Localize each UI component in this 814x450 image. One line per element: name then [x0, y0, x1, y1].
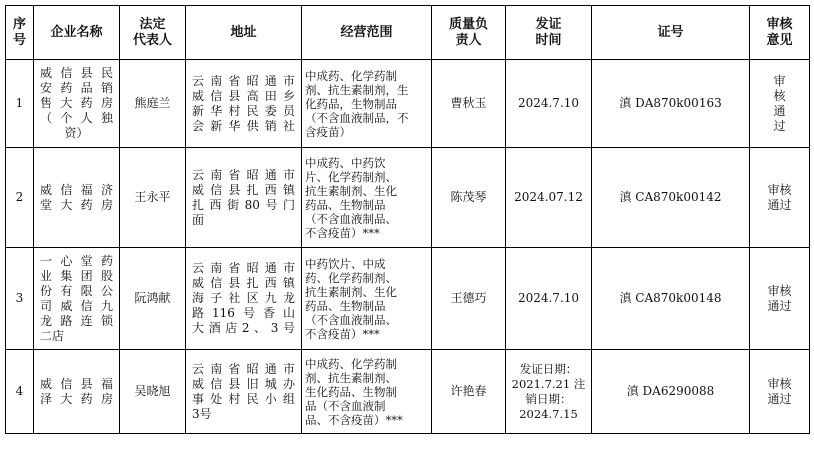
quality-manager: 陈茂琴	[432, 148, 506, 248]
row-seq: 3	[6, 248, 34, 350]
header-address: 地址	[186, 6, 302, 60]
legal-rep: 吴晓旭	[120, 350, 186, 434]
business-scope: 中成药、中药饮 片、化学药制剂、 抗生素制剂、生化 药品、生物制品 （不含血液制品、 不含疫苗）***	[302, 148, 432, 248]
legal-rep: 熊庭兰	[120, 60, 186, 148]
issue-time: 发证日期： 2021.7.21 注 销日期： 2024.7.15	[506, 350, 592, 434]
quality-manager: 许艳春	[432, 350, 506, 434]
header-business-scope: 经营范围	[302, 6, 432, 60]
address: 云南省昭通市 威信县旧城办 事处村民小组 3号	[186, 350, 302, 434]
row-seq: 4	[6, 350, 34, 434]
row-seq: 2	[6, 148, 34, 248]
header-seq: 序 号	[6, 6, 34, 60]
audit-opinion: 审 核 通 过	[750, 60, 810, 148]
company-name: 一心堂药 业集团股 份有限公 司威信九 龙路连锁 二店	[34, 248, 120, 350]
audit-opinion: 审核 通过	[750, 248, 810, 350]
address: 云南省昭通市 威信县高田乡 新华村民委员 会新华供销社	[186, 60, 302, 148]
business-scope: 中成药、化学药制 剂、抗生素制剂、 生化药品、生物制 品（不含血液制 品、不含疫苗）***	[302, 350, 432, 434]
business-scope: 中药饮片、中成 药、化学药制剂、 抗生素制剂、生化 药品、生物制品 （不含血液制品、 不含疫苗）***	[302, 248, 432, 350]
business-scope: 中成药、化学药制 剂、抗生素制剂，生 化药品，生物制品 （不含血液制品，不 含疫苗）	[302, 60, 432, 148]
header-row	[6, 6, 810, 60]
audit-opinion: 审核 通过	[750, 350, 810, 434]
company-name: 威信县福 泽大药房	[34, 350, 120, 434]
cert-number: 滇 CA870k00148	[592, 248, 750, 350]
quality-manager: 曹秋玉	[432, 60, 506, 148]
cert-number: 滇 DA870k00163	[592, 60, 750, 148]
pharmacy-license-table	[5, 5, 810, 434]
audit-opinion: 审核 通过	[750, 148, 810, 248]
company-name: 威信福济 堂大药房	[34, 148, 120, 248]
header-issue-time: 发证 时间	[506, 6, 592, 60]
company-name: 威信县民 安药品销 售大药房 （个人独 资）	[34, 60, 120, 148]
table-row	[6, 248, 810, 350]
table-row	[6, 350, 810, 434]
header-cert-number: 证号	[592, 6, 750, 60]
quality-manager: 王德巧	[432, 248, 506, 350]
table-row	[6, 148, 810, 248]
legal-rep: 王永平	[120, 148, 186, 248]
legal-rep: 阮鸿献	[120, 248, 186, 350]
address: 云南省昭通市 威信县扎西镇 海子社区九龙 路116号香山 大酒店2、3号	[186, 248, 302, 350]
issue-time: 2024.7.10	[506, 248, 592, 350]
header-audit-opinion: 审核 意见	[750, 6, 810, 60]
table-row	[6, 60, 810, 148]
header-quality-manager: 质量负 责人	[432, 6, 506, 60]
cert-number: 滇 DA6290088	[592, 350, 750, 434]
issue-time: 2024.7.10	[506, 60, 592, 148]
issue-time: 2024.07.12	[506, 148, 592, 248]
row-seq: 1	[6, 60, 34, 148]
header-legal-rep: 法定 代表人	[120, 6, 186, 60]
header-company-name: 企业名称	[34, 6, 120, 60]
address: 云南省昭通市 威信县扎西镇 扎西街80号门 面	[186, 148, 302, 248]
cert-number: 滇 CA870k00142	[592, 148, 750, 248]
